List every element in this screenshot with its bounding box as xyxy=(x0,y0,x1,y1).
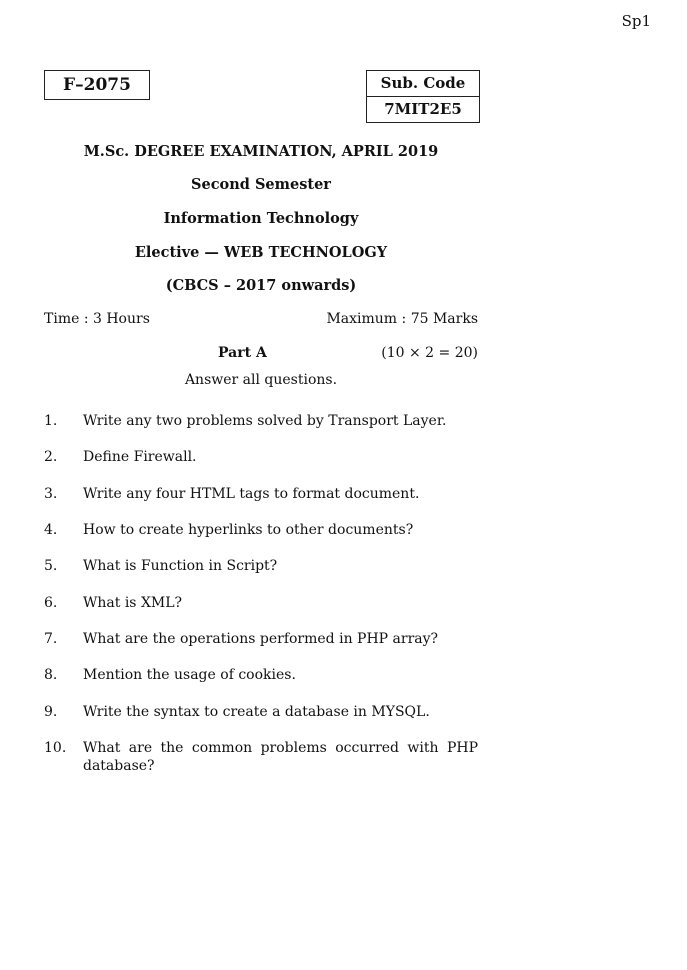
question-number: 6. xyxy=(44,595,58,611)
part-a-header xyxy=(44,345,478,365)
semester-title: Second Semester xyxy=(191,176,331,193)
exam-meta xyxy=(44,311,478,327)
part-a-title: Part A xyxy=(218,345,267,361)
question-text: Mention the usage of cookies. xyxy=(83,667,296,683)
max-marks-label: Maximum : 75 Marks xyxy=(326,311,478,327)
question-item xyxy=(44,448,478,466)
part-a-instruction: Answer all questions. xyxy=(184,372,338,388)
question-item xyxy=(44,521,478,539)
question-text: What is Function in Script? xyxy=(83,558,278,574)
question-item xyxy=(44,739,478,775)
question-number: 1. xyxy=(44,413,58,429)
question-number: 3. xyxy=(44,486,58,502)
question-item xyxy=(44,703,478,721)
question-text: What are the common problems occurred with PHP database? xyxy=(83,740,478,774)
question-number: 10. xyxy=(44,740,67,756)
question-item xyxy=(44,630,478,648)
question-number: 5. xyxy=(44,558,58,574)
question-number: 4. xyxy=(44,522,58,538)
question-text: What are the operations performed in PHP array? xyxy=(83,631,439,647)
paper-title: Elective — WEB TECHNOLOGY xyxy=(134,244,388,261)
part-a-marks: (10 × 2 = 20) xyxy=(381,345,478,361)
question-item xyxy=(44,594,478,612)
question-text: Write the syntax to create a database in MYSQL. xyxy=(83,704,430,720)
question-number: 8. xyxy=(44,667,58,683)
question-item xyxy=(44,557,478,575)
question-text: Define Firewall. xyxy=(83,449,197,465)
question-text: Write any two problems solved by Transport Layer. xyxy=(83,413,447,429)
subject-code-label: Sub. Code xyxy=(380,74,466,92)
question-text: What is XML? xyxy=(83,595,183,611)
time-label: Time : 3 Hours xyxy=(44,311,150,327)
page-corner-label: Sp1 xyxy=(621,12,651,30)
question-text: How to create hyperlinks to other documents? xyxy=(83,522,414,538)
question-number: 9. xyxy=(44,704,58,720)
question-number: 7. xyxy=(44,631,58,647)
question-text: Write any four HTML tags to format document. xyxy=(83,486,420,502)
scheme-title: (CBCS – 2017 onwards) xyxy=(165,277,357,294)
exam-title: M.Sc. DEGREE EXAMINATION, APRIL 2019 xyxy=(83,143,439,160)
question-item xyxy=(44,412,478,430)
paper-code-box: F–2075 xyxy=(44,70,150,100)
question-item xyxy=(44,666,478,684)
question-number: 2. xyxy=(44,449,58,465)
question-item xyxy=(44,485,478,503)
subject-code-box xyxy=(366,70,480,123)
subject-code-value: 7MIT2E5 xyxy=(367,96,479,122)
subject-title: Information Technology xyxy=(163,210,359,227)
